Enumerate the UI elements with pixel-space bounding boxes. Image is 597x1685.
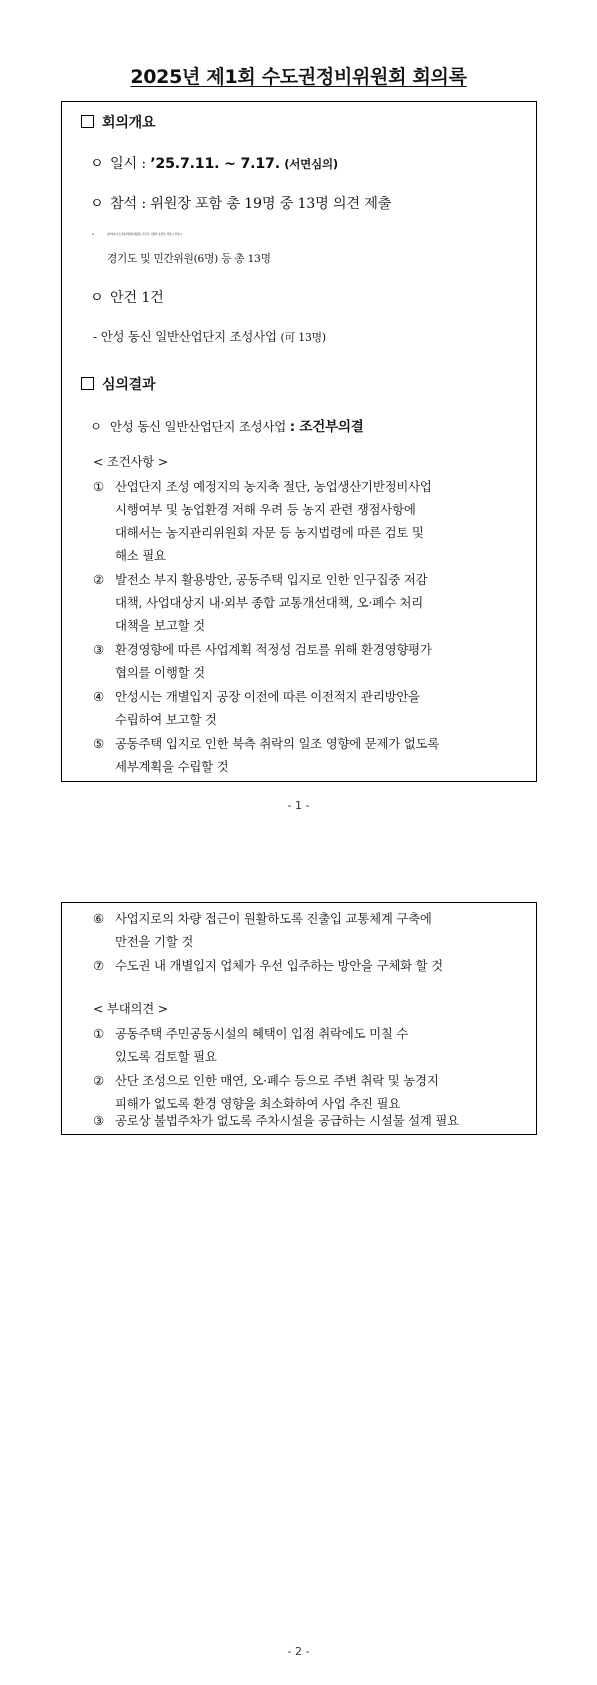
condition-item bbox=[93, 570, 427, 588]
opinion-line: 공동주택 주민공동시설의 혜택이 입점 취락에도 미칠 수 bbox=[115, 1026, 409, 1041]
condition-line: 대해서는 농지관리위원회 자문 등 농지법령에 따른 검토 및 bbox=[115, 525, 424, 540]
attendance-text: 참석 : 위원장 포함 총 19명 중 13명 의견 제출 bbox=[110, 196, 392, 212]
condition-item bbox=[93, 956, 443, 974]
condition-number: ④ bbox=[93, 689, 104, 704]
opinion-number: ② bbox=[93, 1073, 104, 1088]
opinion-line: 피해가 없도록 환경 영향을 최소화하여 사업 추진 필요 bbox=[115, 1096, 401, 1111]
condition-line: 협의를 이행할 것 bbox=[115, 665, 205, 680]
date-value: ’25.7.11. ~ 7.17. bbox=[150, 156, 280, 172]
condition-line: 사업지로의 차량 접근이 원활하도록 진출입 교통체계 구축에 bbox=[115, 911, 432, 926]
condition-line: 공동주택 입지로 인한 북측 취락의 일조 영향에 문제가 없도록 bbox=[115, 736, 440, 751]
conditions-heading: < 조건사항 > bbox=[93, 454, 168, 469]
bullet: ㅇ bbox=[90, 156, 104, 172]
condition-item bbox=[93, 640, 432, 658]
note-line-1: (참석자) 국토교통부장관(위원장), 국토부, 국방부, 농림부, 서울시, 인천시, bbox=[107, 233, 183, 236]
opinion-item bbox=[93, 1024, 408, 1042]
condition-item bbox=[93, 734, 439, 752]
agenda-text: 안건 1건 bbox=[110, 290, 164, 306]
opinion-line: 공로상 불법주차가 없도록 주차시설을 공급하는 시설물 설계 필요 bbox=[115, 1113, 459, 1128]
condition-line: 만전을 기할 것 bbox=[115, 934, 194, 949]
agenda-vote: (可 13명) bbox=[280, 331, 326, 344]
condition-line: 세부계획을 수립할 것 bbox=[115, 759, 229, 774]
section-result-heading bbox=[81, 374, 155, 394]
date-note: (서면심의) bbox=[284, 157, 338, 171]
opinion-item bbox=[93, 1071, 439, 1089]
minutes-box-page1 bbox=[61, 101, 537, 782]
checkbox-square-icon bbox=[81, 115, 94, 128]
attendee-note-line-2: 경기도 및 민간위원(6명) 등 총 13명 bbox=[107, 253, 271, 265]
condition-line: 환경영향에 따른 사업계획 적정성 검토를 위해 환경영향평가 bbox=[115, 642, 432, 657]
bullet: ㅇ bbox=[90, 196, 104, 212]
checkbox-square-icon bbox=[81, 377, 94, 390]
condition-item bbox=[93, 477, 432, 495]
condition-item bbox=[93, 687, 420, 705]
date-line bbox=[90, 153, 338, 173]
condition-number: ① bbox=[93, 479, 104, 494]
opinions-heading: < 부대의견 > bbox=[93, 1001, 168, 1016]
attendance-line bbox=[90, 193, 391, 213]
condition-line: 수도권 내 개별입지 업체가 우선 입주하는 방안을 구체화 할 것 bbox=[115, 958, 443, 973]
page-number-1: - 1 - bbox=[287, 799, 310, 812]
condition-number: ⑦ bbox=[93, 958, 104, 973]
attendee-note bbox=[92, 232, 532, 236]
condition-number: ⑥ bbox=[93, 911, 104, 926]
condition-number: ③ bbox=[93, 642, 104, 657]
agenda-item bbox=[93, 327, 326, 345]
page-title: 2025년 제1회 수도권정비위원회 회의록 bbox=[130, 66, 467, 88]
opinion-line: 있도록 검토할 필요 bbox=[115, 1049, 217, 1064]
condition-line: 해소 필요 bbox=[115, 548, 166, 563]
bullet: ㅇ bbox=[90, 419, 102, 434]
section-overview-heading bbox=[81, 112, 155, 132]
opinion-number: ③ bbox=[93, 1113, 104, 1128]
result-text: 안성 동신 일반산업단지 조성사업 bbox=[110, 419, 290, 434]
condition-number: ② bbox=[93, 572, 104, 587]
condition-line: 대책을 보고할 것 bbox=[115, 618, 205, 633]
condition-line: 시행여부 및 농업환경 저해 우려 등 농지 관련 쟁점사항에 bbox=[115, 502, 416, 517]
opinion-number: ① bbox=[93, 1026, 104, 1041]
date-label: 일시 : bbox=[110, 156, 151, 172]
note-mark: ※ bbox=[92, 233, 94, 236]
section-heading-text: 회의개요 bbox=[102, 115, 156, 131]
condition-line: 대책, 사업대상지 내·외부 종합 교통개선대책, 오·폐수 처리 bbox=[115, 595, 424, 610]
condition-item bbox=[93, 909, 432, 927]
opinion-item bbox=[93, 1111, 459, 1129]
agenda-line bbox=[90, 287, 164, 307]
section-heading-text: 심의결과 bbox=[102, 377, 156, 393]
page-number-2: - 2 - bbox=[287, 1645, 310, 1658]
result-line bbox=[90, 415, 364, 435]
opinion-line: 산단 조성으로 인한 매연, 오·폐수 등으로 주변 취락 및 농경지 bbox=[115, 1073, 439, 1088]
condition-line: 발전소 부지 활용방안, 공동주택 입지로 인한 인구집중 저감 bbox=[115, 572, 428, 587]
condition-line: 안성시는 개별입지 공장 이전에 따른 이전적지 관리방안을 bbox=[115, 689, 420, 704]
condition-line: 산업단지 조성 예정지의 농지축 절단, 농업생산기반정비사업 bbox=[115, 479, 432, 494]
minutes-box-page2 bbox=[61, 902, 537, 1135]
agenda-item-text: - 안성 동신 일반산업단지 조성사업 bbox=[93, 329, 277, 344]
bullet: ㅇ bbox=[90, 290, 104, 306]
result-decision: : 조건부의결 bbox=[289, 419, 364, 435]
condition-line: 수립하여 보고할 것 bbox=[115, 712, 217, 727]
condition-number: ⑤ bbox=[93, 736, 104, 751]
